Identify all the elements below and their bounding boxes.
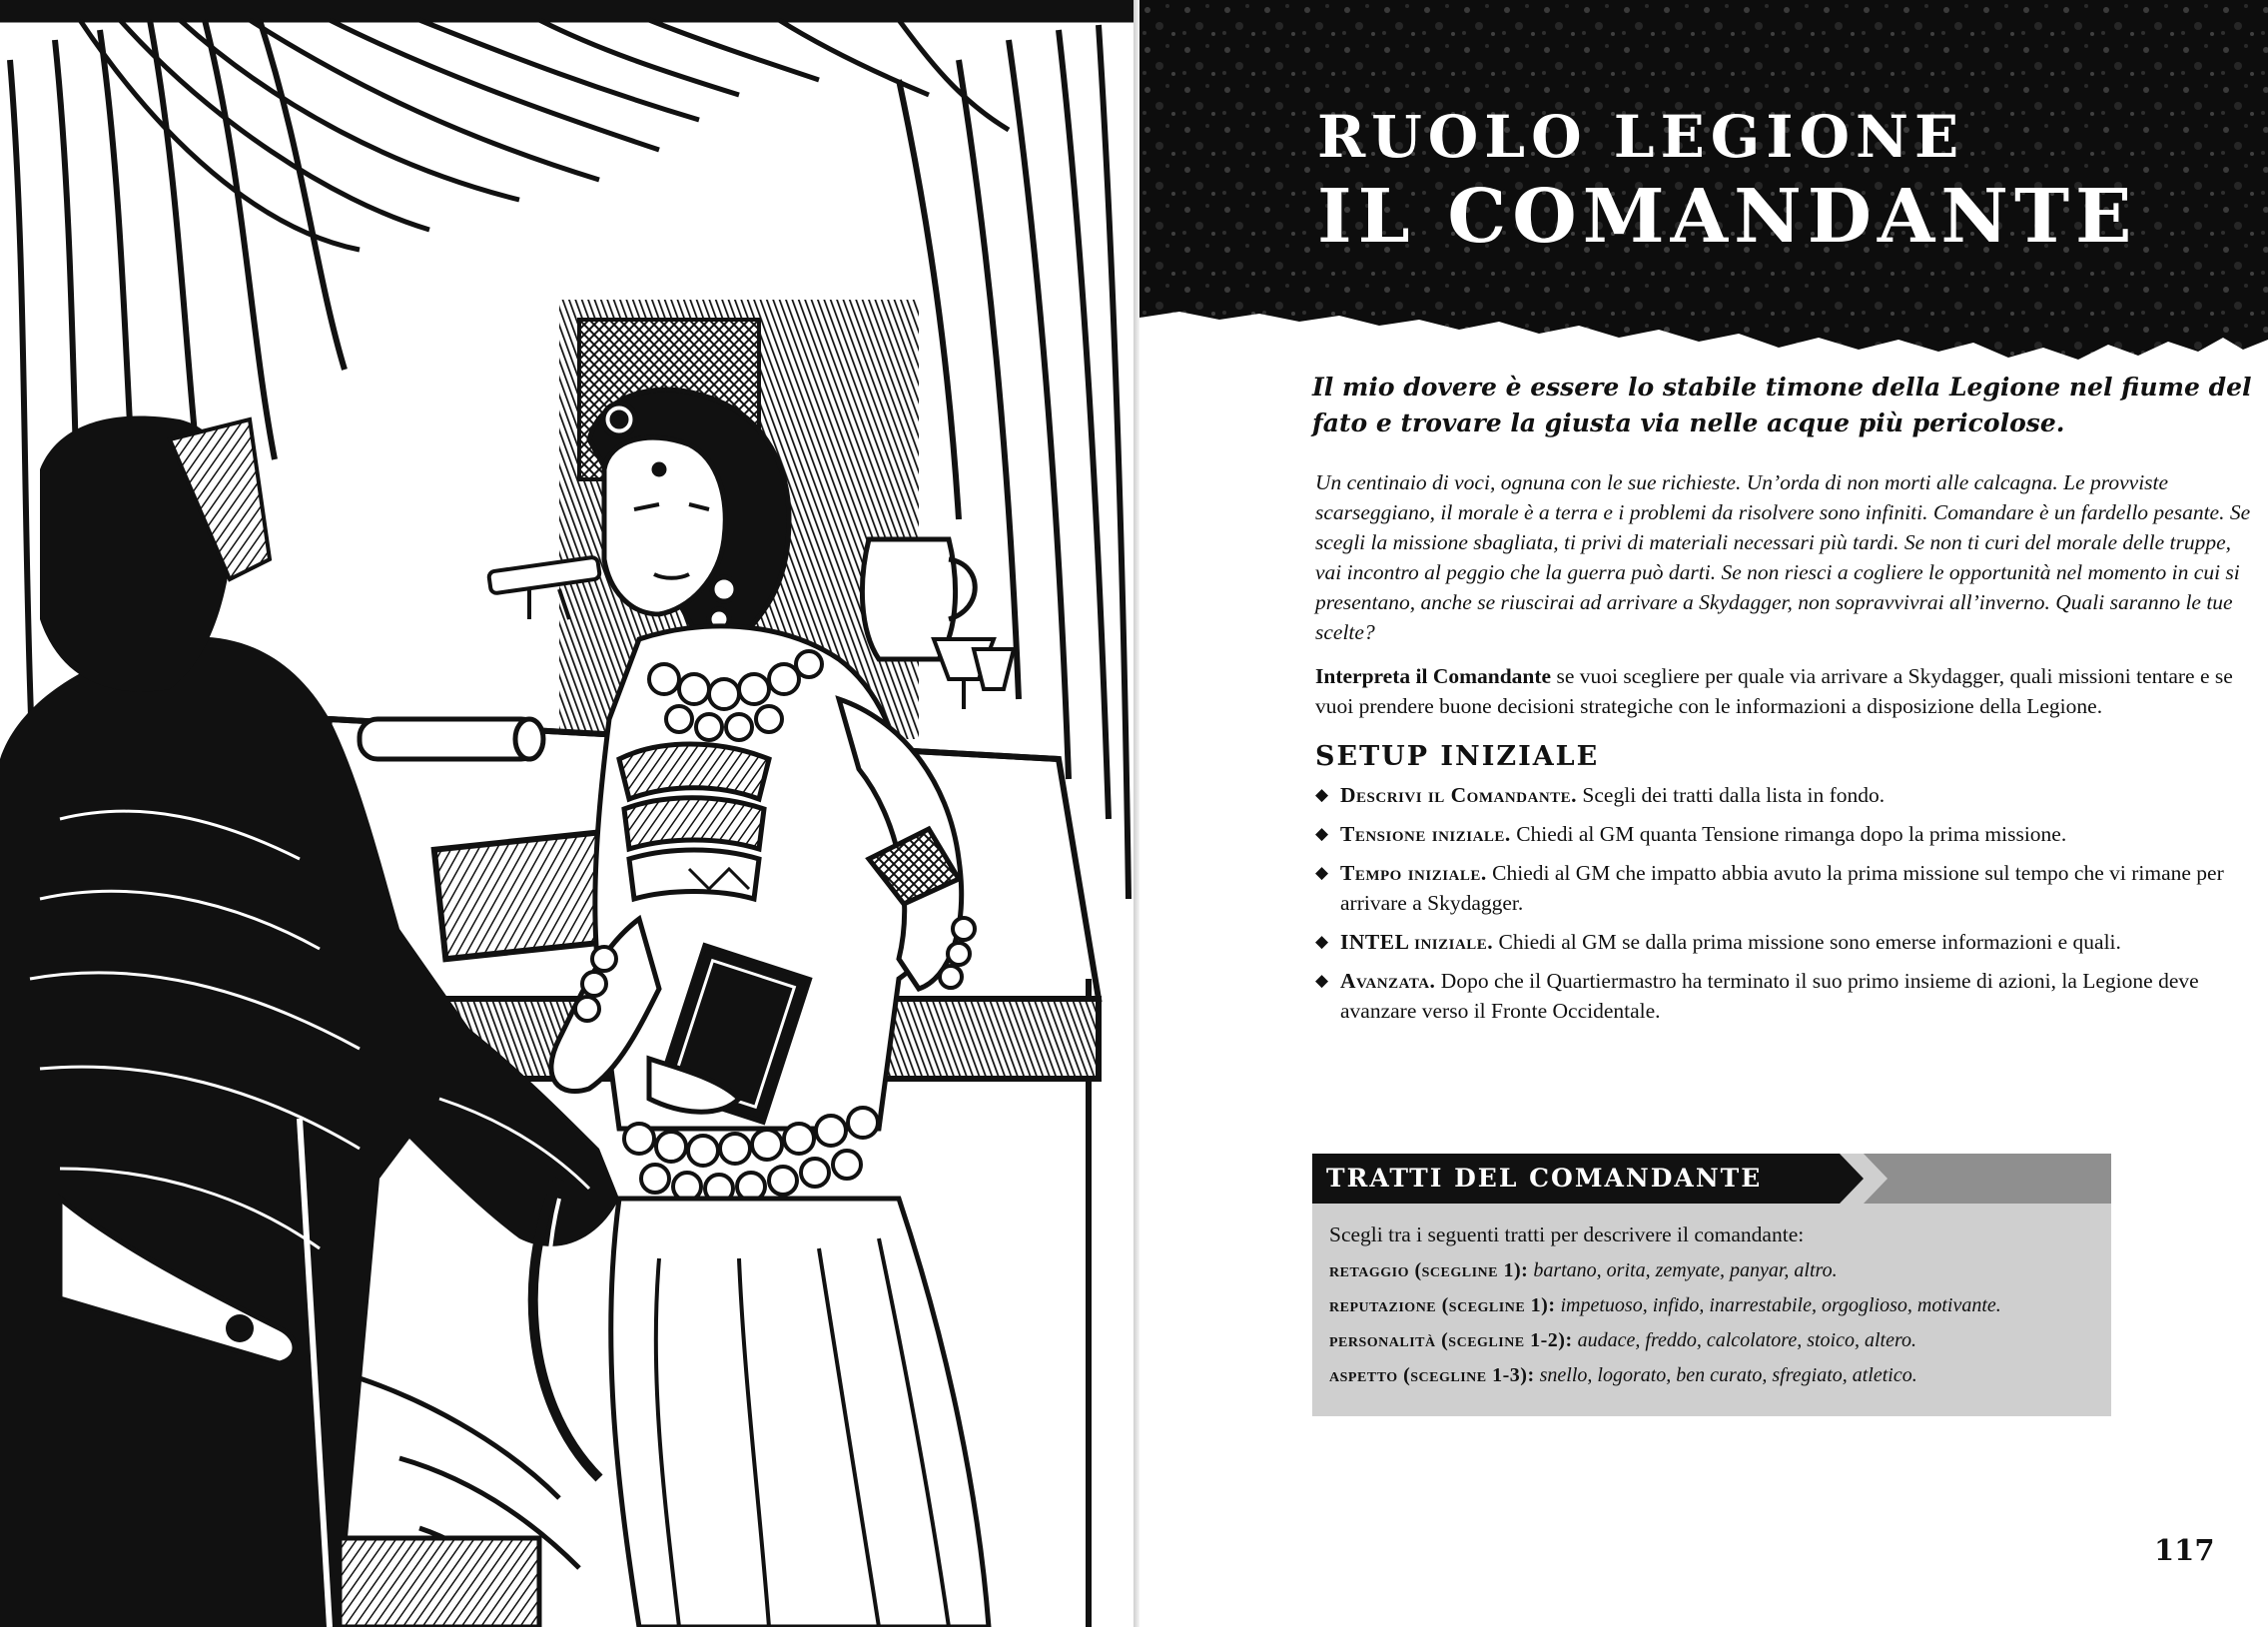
traits-box <box>1312 1154 2111 1416</box>
setup-item <box>1315 858 2255 918</box>
setup-item-lead: Avanzata. <box>1340 969 1436 993</box>
play-text-lead: Interpreta il Comandante <box>1315 664 1552 688</box>
setup-item-text: Chiedi al GM se dalla prima missione sono emerse informazioni e quali. <box>1493 930 2121 954</box>
diamond-bullet-icon: ◆ <box>1315 932 1329 951</box>
trait-label: retaggio (scegline 1): <box>1329 1259 1529 1281</box>
diamond-bullet-icon: ◆ <box>1315 971 1329 990</box>
scroll <box>360 719 543 759</box>
play-text-rest: se vuoi scegliere per quale via arrivare a Skydagger, quali missioni tentare e se vuoi prendere buone decisioni strategiche con le informazioni a disposizione della Legione. <box>1315 664 2233 718</box>
setup-item-text: Scegli dei tratti dalla lista in fondo. <box>1577 783 1886 807</box>
title-line-1: RUOLO LEGIONE <box>1317 103 1965 171</box>
intro-quote: Il mio dovere è essere lo stabile timone della Legione nel fiume del fato e trovare la giusta via nelle acque più pericolose. <box>1312 373 2252 437</box>
trait-values: audace, freddo, calcolatore, stoico, altero. <box>1572 1329 1917 1351</box>
trait-row-personalita <box>1329 1325 2098 1356</box>
setup-item-text: Chiedi al GM che impatto abbia avuto la prima missione sul tempo che vi rimane per arrivare a Skydagger. <box>1340 861 2224 915</box>
page-number: 117 <box>2154 1533 2215 1567</box>
diamond-bullet-icon: ◆ <box>1315 863 1329 882</box>
traits-intro: Scegli tra i seguenti tratti per descrivere il comandante: <box>1329 1222 1805 1246</box>
setup-item-lead: INTEL iniziale. <box>1340 930 1494 954</box>
setup-item <box>1315 966 2255 1026</box>
trait-row-reputazione <box>1329 1290 2098 1321</box>
setup-item-lead: Descrivi il Comandante. <box>1340 783 1578 807</box>
setup-list <box>1312 780 2255 1026</box>
setup-item-text: Chiedi al GM quanta Tensione rimanga dopo la prima missione. <box>1510 822 2067 846</box>
setup-item-lead: Tempo iniziale. <box>1340 861 1487 885</box>
header-band <box>1139 0 2268 370</box>
trait-values: snello, logorato, ben curato, sfregiato, atletico. <box>1534 1364 1917 1386</box>
play-text <box>1315 661 2255 721</box>
setup-item <box>1315 927 2255 957</box>
setup-item <box>1315 780 2255 810</box>
main-content <box>1312 370 2255 1035</box>
setup-item-text: Dopo che il Quartiermastro ha terminato il suo primo insieme di azioni, la Legione deve avanzare verso il Fronte Occidentale. <box>1340 969 2199 1023</box>
traits-heading: TRATTI DEL COMANDANTE <box>1326 1164 1763 1193</box>
trait-row-aspetto <box>1329 1360 2098 1391</box>
title-line-2: IL COMANDANTE <box>1317 174 2138 260</box>
trait-values: bartano, orita, zemyate, panyar, altro. <box>1528 1259 1838 1281</box>
trait-label: aspetto (scegline 1-3): <box>1329 1364 1535 1386</box>
diamond-bullet-icon: ◆ <box>1315 824 1329 843</box>
trait-label: reputazione (scegline 1): <box>1329 1294 1556 1316</box>
trait-label: personalità (scegline 1-2): <box>1329 1329 1573 1351</box>
trait-row-retaggio <box>1329 1255 2098 1286</box>
setup-item-lead: Tensione iniziale. <box>1340 822 1511 846</box>
diamond-bullet-icon: ◆ <box>1315 785 1329 804</box>
trait-values: impetuoso, infido, inarrestabile, orgoglioso, motivante. <box>1555 1294 2001 1316</box>
setup-heading: SETUP INIZIALE <box>1315 741 1600 772</box>
setup-item <box>1315 819 2255 849</box>
traits-tab <box>1312 1154 2111 1204</box>
flavor-text: Un centinaio di voci, ognuna con le sue richieste. Un’orda di non morti alle calcagna. Le provviste scarseggiano, il morale è a terra e i problemi da risolvere sono infiniti. Comandare è un fardello pesante. Se scegli la missione sbagliata, ti privi di materiali necessari più tardi. Se non ti curi del morale delle truppe, vai incontro al peggio che la guerra può darti. Se non riesci a cogliere le opportunità nel momento in cui si presentano, anche se riuscirai ad arrivare a Skydagger, non sopravvivrai all’inverno. Quali saranno le tue scelte? <box>1315 470 2251 644</box>
traits-body <box>1329 1220 2098 1395</box>
page-title <box>1317 103 2138 260</box>
text-page <box>1139 0 2268 1627</box>
